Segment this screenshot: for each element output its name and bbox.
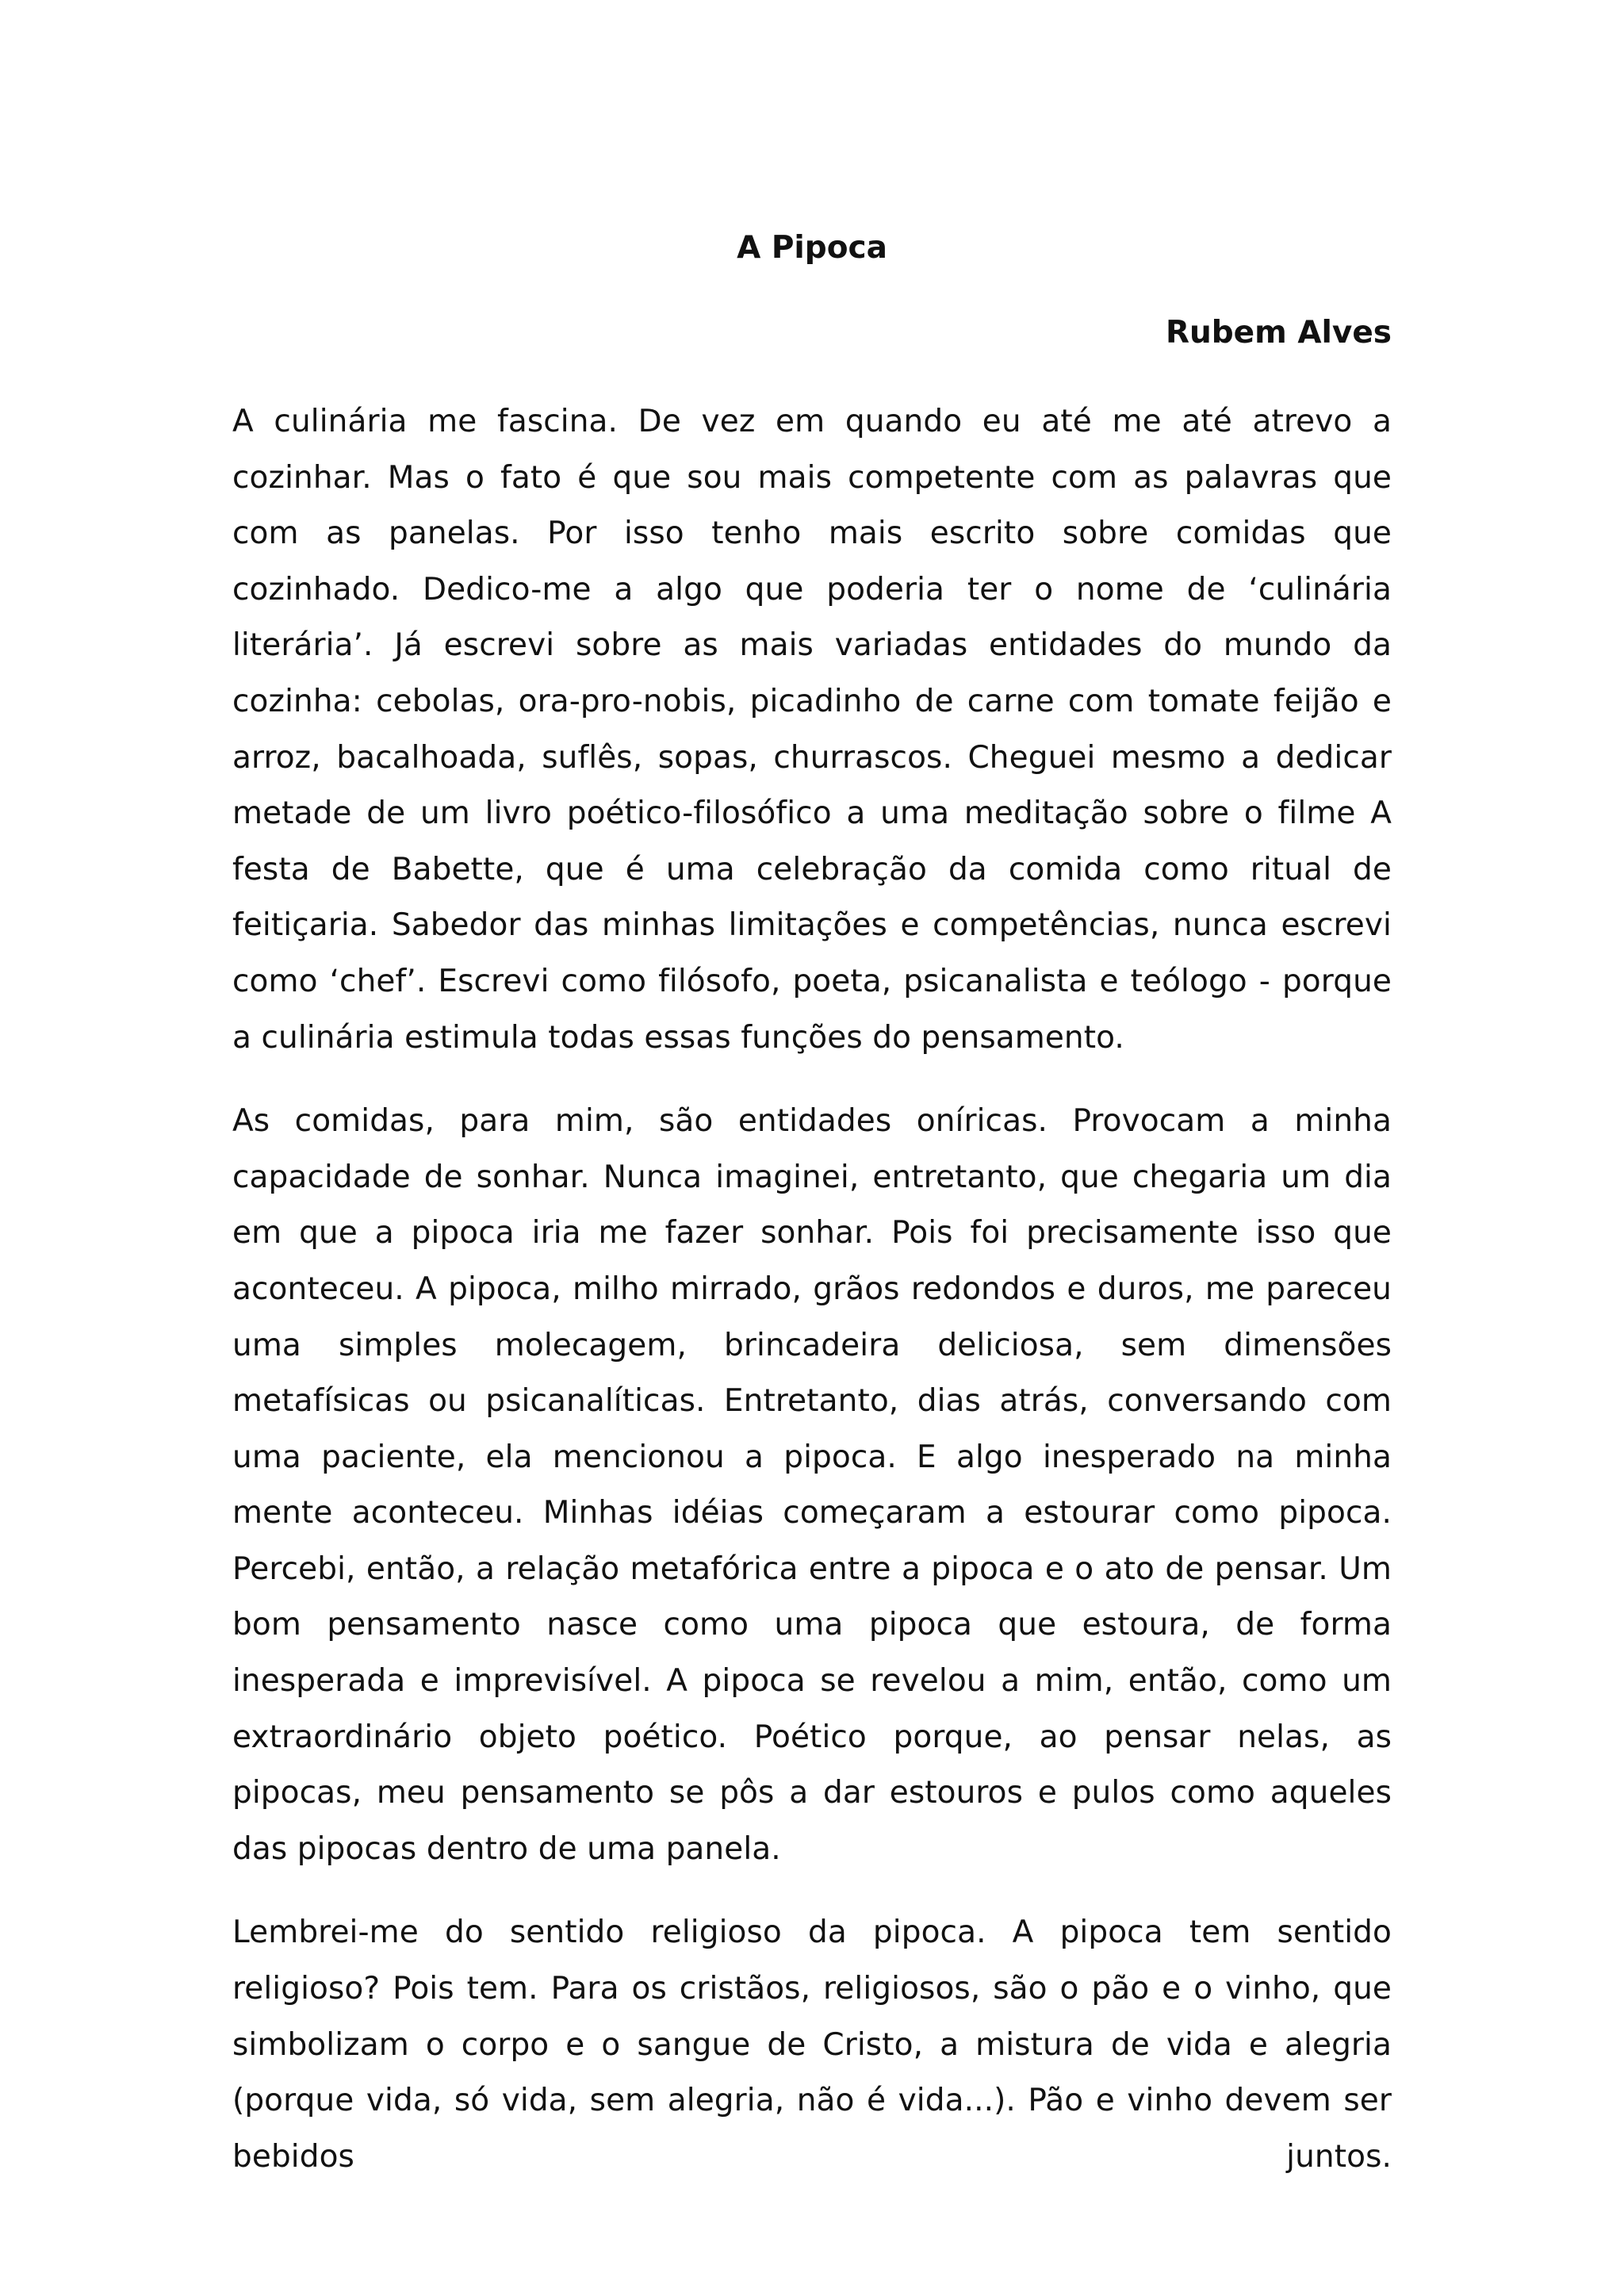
- paragraph: A culinária me fascina. De vez em quando eu até me até atrevo a cozinhar. Mas o fato é que sou mais competente com as palavras que com as panelas. Por isso tenho mais escrito sobre comidas que cozinhado. Dedico-me a algo que poderia ter o nome de ‘culinária literária’. Já escrevi sobre as mais variadas entidades do mundo da cozinha: cebolas, ora-pro-nobis, picadinho de carne com tomate feijão e arroz, bacalhoada, suflês, sopas, churrascos. Cheguei mesmo a dedicar metade de um livro poético-filosófico a uma meditação sobre o filme A festa de Babette, que é uma celebração da comida como ritual de feitiçaria. Sabedor das minhas limitações e competências, nunca escrevi como ‘chef’. Escrevi como filósofo, poeta, psicanalista e teólogo - porque a culinária estimula todas essas funções do pensamento.: [232, 404, 1392, 1056]
- paragraph: As comidas, para mim, são entidades oníricas. Provocam a minha capacidade de sonhar. Nunca imaginei, entretanto, que chegaria um dia em que a pipoca iria me fazer sonhar. Pois foi precisamente isso que aconteceu. A pipoca, milho mirrado, grãos redondos e duros, me pareceu uma simples molecagem, brincadeira deliciosa, sem dimensões metafísicas ou psicanalíticas. Entretanto, dias atrás, conversando com uma paciente, ela mencionou a pipoca. E algo inesperado na minha mente aconteceu. Minhas idéias começaram a estourar como pipoca. Percebi, então, a relação metafórica entre a pipoca e o ato de pensar. Um bom pensamento nasce como uma pipoca que estoura, de forma inesperada e imprevisível. A pipoca se revelou a mim, então, como um extraordinário objeto poético. Poético porque, ao pensar nelas, as pipocas, meu pensamento se pôs a dar estouros e pulos como aqueles das pipocas dentro de uma panela.: [232, 1103, 1392, 1867]
- paragraph: Lembrei-me do sentido religioso da pipoca. A pipoca tem sentido religioso? Pois tem. Para os cristãos, religiosos, são o pão e o vinho, que simbolizam o corpo e o sangue de Cristo, a mistura de vida e alegria (porque vida, só vida, sem alegria, não é vida...). Pão e vinho devem ser bebidos juntos.: [232, 1915, 1392, 2175]
- document-body: [232, 394, 1392, 2213]
- document-title: A Pipoca: [737, 230, 887, 266]
- document-author: Rubem Alves: [1165, 315, 1392, 351]
